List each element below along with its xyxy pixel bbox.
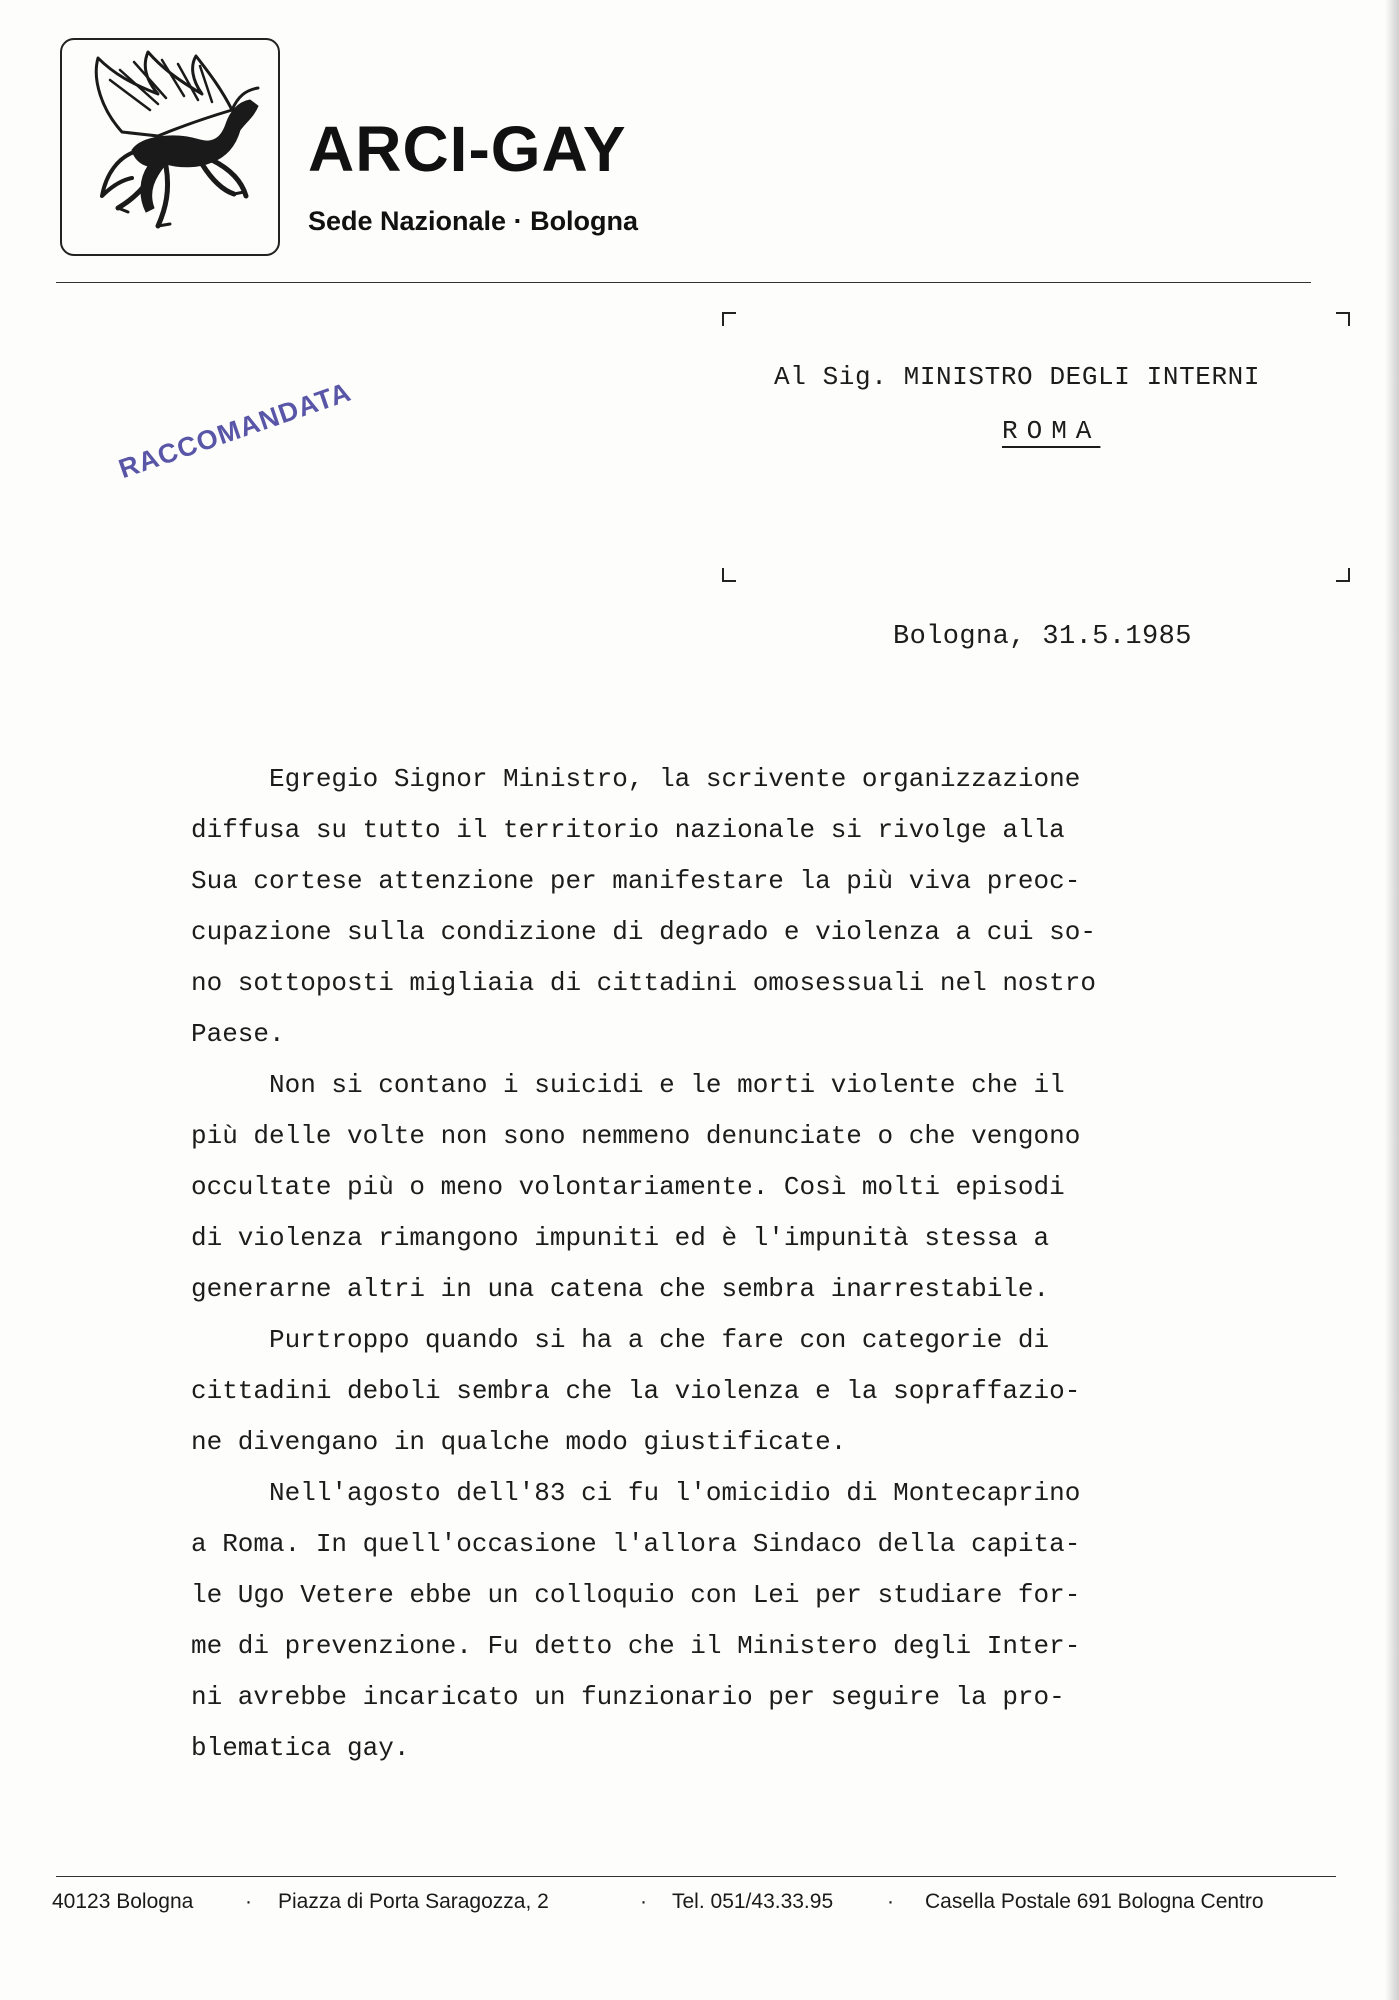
- body-line: le Ugo Vetere ebbe un colloquio con Lei per studiare for-: [191, 1580, 1081, 1610]
- footer-postcode-city: 40123 Bologna: [52, 1890, 194, 1913]
- footer-street: Piazza di Porta Saragozza, 2: [278, 1890, 549, 1913]
- body-line: ne divengano in qualche modo giustificate.: [191, 1427, 847, 1457]
- body-line: cittadini deboli sembra che la violenza e la sopraffazio-: [191, 1376, 1081, 1406]
- org-subtitle: Sede Nazionale · Bologna: [308, 206, 639, 236]
- body-line: cupazione sulla condizione di degrado e violenza a cui so-: [191, 917, 1096, 947]
- recipient-line-2: ROMA: [1002, 416, 1101, 446]
- body-line: Purtroppo quando si ha a che fare con categorie di: [191, 1325, 1050, 1355]
- page-edge-shadow: [1385, 0, 1399, 2000]
- body-line: ni avrebbe incaricato un funzionario per seguire la pro-: [191, 1682, 1065, 1712]
- address-window-corner-bottom-left: [722, 568, 736, 582]
- header-divider: [56, 282, 1311, 283]
- address-window-corner-bottom-right: [1336, 568, 1350, 582]
- body-line: più delle volte non sono nemmeno denunciate o che vengono: [191, 1121, 1081, 1151]
- body-line: Non si contano i suicidi e le morti violente che il: [191, 1070, 1065, 1100]
- body-line: Paese.: [191, 1019, 285, 1049]
- body-line: di violenza rimangono impuniti ed è l'impunità stessa a: [191, 1223, 1050, 1253]
- footer-divider: [56, 1876, 1336, 1877]
- footer-phone: Tel. 051/43.33.95: [672, 1890, 834, 1913]
- pegasus-icon: [62, 40, 278, 254]
- letter-body: [191, 754, 1201, 1774]
- footer-po-box: Casella Postale 691 Bologna Centro: [925, 1890, 1264, 1913]
- address-window-corner-top-left: [722, 312, 736, 326]
- body-line: no sottoposti migliaia di cittadini omosessuali nel nostro: [191, 968, 1096, 998]
- logo-box: [60, 38, 280, 256]
- letter-date: Bologna, 31.5.1985: [893, 622, 1192, 652]
- footer-separator: ·: [640, 1890, 647, 1913]
- body-line: occultate più o meno volontariamente. Così molti episodi: [191, 1172, 1065, 1202]
- footer-separator: ·: [245, 1890, 252, 1913]
- body-line: a Roma. In quell'occasione l'allora Sindaco della capita-: [191, 1529, 1081, 1559]
- body-line: Egregio Signor Ministro, la scrivente organizzazione: [191, 764, 1081, 794]
- body-line: blematica gay.: [191, 1733, 410, 1763]
- body-line: Sua cortese attenzione per manifestare la più viva preoc-: [191, 866, 1081, 896]
- body-line: diffusa su tutto il territorio nazionale si rivolge alla: [191, 815, 1065, 845]
- address-window-corner-top-right: [1336, 312, 1350, 326]
- body-line: me di prevenzione. Fu detto che il Ministero degli Inter-: [191, 1631, 1081, 1661]
- raccomandata-stamp: RACCOMANDATA: [114, 376, 355, 485]
- body-line: Nell'agosto dell'83 ci fu l'omicidio di Montecaprino: [191, 1478, 1081, 1508]
- org-name: ARCI-GAY: [308, 113, 627, 185]
- recipient-line-1: Al Sig. MINISTRO DEGLI INTERNI: [774, 362, 1261, 392]
- footer-separator: ·: [887, 1890, 894, 1913]
- body-line: generarne altri in una catena che sembra inarrestabile.: [191, 1274, 1050, 1304]
